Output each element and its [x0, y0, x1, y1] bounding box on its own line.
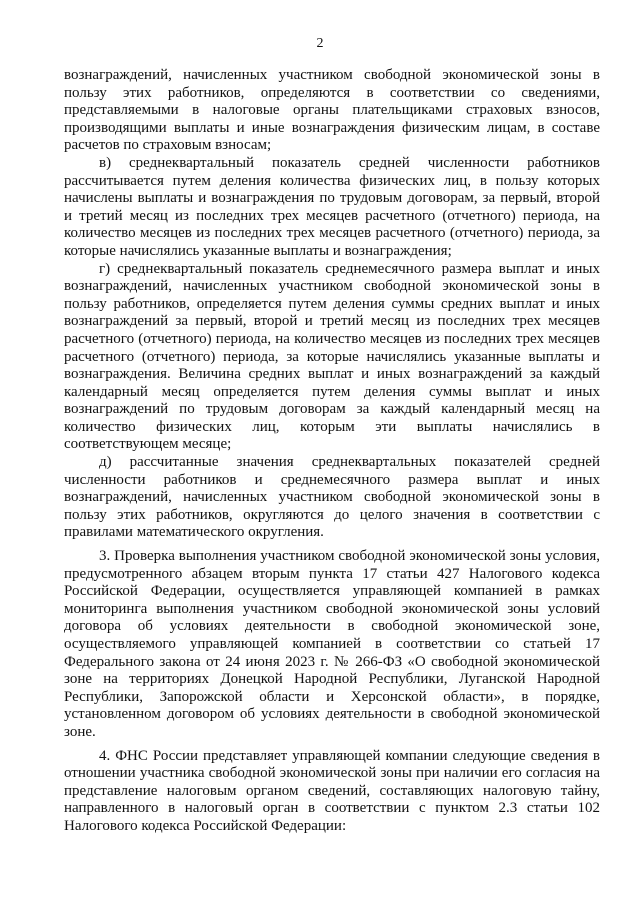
paragraph-section-4: 4. ФНС России представляет управляющей компании следующие сведения в отношении участника свободной экономической зоны при наличии его согласия на представление налоговым органом сведений, составляющих налоговую тайну, направленного в налоговый орган в соответствии с пунктом 2.3 статьи 102 Налогового кодекса Российской Федерации:: [64, 747, 600, 834]
paragraph-item-d: д) рассчитанные значения среднеквартальных показателей средней численности работников и среднемесячного размера выплат и иных вознаграждений, начисленных участником свободной экономической зоны в пользу этих работников, округляются до целого значения в соответствии с правилами математического округления.: [64, 454, 600, 541]
paragraph-section-3: 3. Проверка выполнения участником свободной экономической зоны условия, предусмотренного абзацем вторым пункта 17 статьи 427 Налогового кодекса Российской Федерации, осуществляется управляющей компанией в рамках мониторинга выполнения участником свободной экономической зоны условий договора об условиях деятельности в свободной экономической зоне, осуществляемого управляющей компанией в соответствии со статьей 17 Федерального закона от 24 июня 2023 г. № 266-ФЗ «О свободной экономической зоне на территориях Донецкой Народной Республики, Луганской Народной Республики, Запорожской области и Херсонской области», в порядке, установленном договором об условиях деятельности в свободной экономической зоне.: [64, 548, 600, 740]
document-body: [64, 67, 600, 836]
paragraph-item-g: г) среднеквартальный показатель среднемесячного размера выплат и иных вознаграждений, начисленных участником свободной экономической зоны в пользу работников, определяется путем деления суммы средних выплат и иных вознаграждений за первый, второй и третий месяц из последних трех месяцев расчетного (отчетного) периода, на количество месяцев из последних трех месяцев расчетного (отчетного) периода, за которые начислялись указанные выплаты и вознаграждения. Величина средних выплат и иных вознаграждений за каждый календарный месяц определяется путем деления суммы выплат и иных вознаграждений по трудовым договорам за каждый календарный месяц на количество физических лиц, которым эти выплаты начислялись в соответствующем месяце;: [64, 260, 600, 453]
paragraph-continuation: вознаграждений, начисленных участником свободной экономической зоны в пользу этих работников, определяются в соответствии со сведениями, представляемыми в налоговые органы плательщиками страховых взносов, производящими выплаты и иные вознаграждения физическим лицам, в составе расчетов по страховым взносам;: [64, 67, 600, 154]
page-number: 2: [316, 36, 324, 51]
paragraph-item-v: в) среднеквартальный показатель средней численности работников рассчитывается путем деления количества физических лиц, в пользу которых начислены выплаты и вознаграждения по трудовым договорам, за первый, второй и третий месяц из последних трех месяцев расчетного (отчетного) периода, на количество месяцев из последних трех месяцев расчетного (отчетного) периода, за которые начислялись указанные выплаты и вознаграждения;: [64, 154, 600, 259]
